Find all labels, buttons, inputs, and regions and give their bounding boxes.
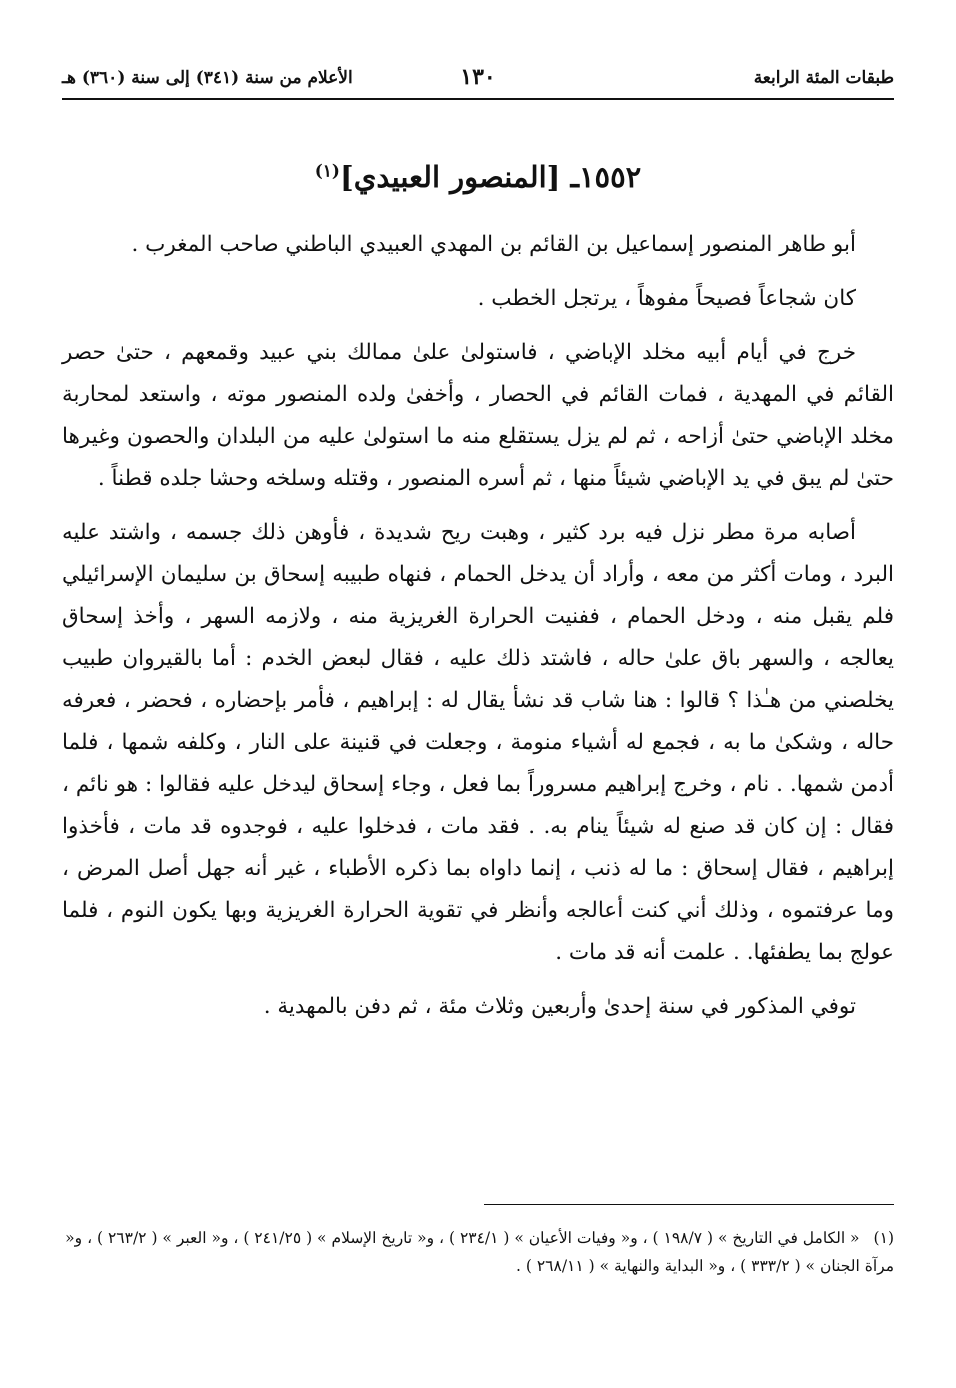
paragraph-illness: أصابه مرة مطر نزل فيه برد كثير ، وهبت ريح شديدة ، فأوهن ذلك جسمه ، واشتد عليه البرد ، ومات أكثر من معه ، وأراد أن يدخل الحمام ، فنهاه طبيبه إسحاق بن سليمان الإسرائيلي فلم يقبل منه ، ودخل الحمام ، ففنيت الحرارة الغريزية منه ، ولازمه السهر ، وأخذ إسحاق يعالجه ، والسهر باق علىٰ حاله ، فاشتد ذلك عليه ، فقال لبعض الخدم : أما بالقيروان طبيب يخلصني من هـٰذا ؟ قالوا : هنا شاب قد نشأ يقال له : إبراهيم ، فأمر بإحضاره ، فحضر ، فعرفه حاله ، وشكىٰ ما به ، فجمع له أشياء منومة ، وجعلت في قنينة على النار ، وكلفه شمها ، فلما أدمن شمها. . نام ، وخرج إبراهيم مسروراً بما فعل ، وجاء إسحاق ليدخل عليه فقالوا : هو نائم ، فقال : إن كان قد صنع له شيئاً ينام به. . فقد مات ، فدخلوا عليه ، فوجدوه قد مات ، فأخذوا إبراهيم ، فقال إسحاق : ما له ذنب ، إنما داواه بما ذكره الأطباء ، غير أنه جهل أصل المرض ، وما عرفتموه ، وذلك أني كنت أعالجه وأنظر في تقوية الحرارة الغريزية وبها يكون النوم ، فلما عولج بما يطفئها. . علمت أنه قد مات .: [62, 520, 894, 965]
header-divider: [62, 98, 894, 100]
header-section-title: طبقات المئة الرابعة: [753, 68, 894, 88]
footnote-mark: (١): [873, 1229, 894, 1247]
entry-body: [62, 224, 894, 1040]
paragraph-description: كان شجاعاً فصيحاً مفوهاً ، يرتجل الخطب .: [477, 286, 856, 311]
paragraph-name: أبو طاهر المنصور إسماعيل بن القائم بن المهدي العبيدي الباطني صاحب المغرب .: [131, 232, 856, 257]
running-header: [62, 64, 894, 94]
page-number: ١٣٠: [460, 64, 496, 90]
entry-title: ١٥٥٢ـ [المنصور العبيدي]: [339, 160, 642, 194]
paragraph-revolt: خرج في أيام أبيه مخلد الإباضي ، فاستولىٰ علىٰ ممالك بني عبيد وقمعهم ، حتىٰ حصر القائم في المهدية ، فمات القائم في الحصار ، وأخفىٰ ولده المنصور موته ، واستعد لمحاربة مخلد الإباضي حتىٰ أزاحه ، ثم لم يزل يستقلع منه ما استولىٰ عليه من البلدان والحصون وغيرها حتىٰ لم يبق في يد الإباضي شيئاً منها ، ثم أسره المنصور ، وقتله وسلخه وحشا جلده قطناً .: [62, 340, 894, 491]
footnote: [62, 1224, 894, 1280]
header-date-range: الأعلام من سنة (٣٤١) إلى سنة (٣٦٠) هـ: [62, 68, 353, 88]
footnote-divider: [484, 1204, 894, 1205]
footnote-text: « الكامل في التاريخ » ( ١٩٨/٧ ) ، و« وفيات الأعيان » ( ٢٣٤/١ ) ، و« تاريخ الإسلام » ( ٢٤١/٢٥ ) ، و« العبر » ( ٢٦٣/٢ ) ، و« مرآة الجنان » ( ٣٣٣/٢ ) ، و« البداية والنهاية » ( ٢٦٨/١١ ) .: [65, 1229, 894, 1275]
paragraph-death: توفي المذكور في سنة إحدىٰ وأربعين وثلاث مئة ، ثم دفن بالمهدية .: [263, 994, 856, 1019]
entry-heading: [62, 160, 894, 194]
footnote-reference: (١): [314, 161, 340, 182]
